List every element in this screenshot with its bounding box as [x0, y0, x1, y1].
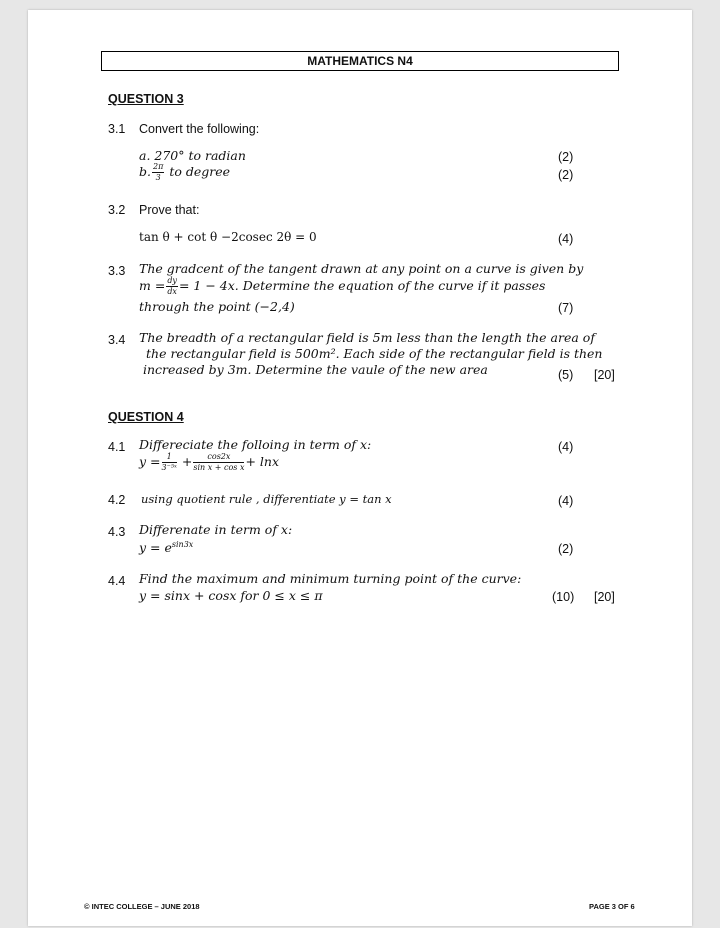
exam-page [28, 10, 692, 926]
q3-4-line-1: The breadth of a rectangular field is 5m less than the length the area of [139, 330, 595, 345]
q3-3-m-prefix: m = [139, 278, 166, 293]
q4-1-tail: + lnx [245, 454, 280, 469]
q3-1-text: Convert the following: [139, 122, 260, 136]
q3-3-line-1: The gradcent of the tangent drawn at any point on a curve is given by [139, 261, 584, 276]
fraction-denominator: 3⁻⁵ˣ [161, 463, 177, 472]
q3-4-line-2: the rectangular field is 500m². Each side of the rectangular field is then [146, 346, 603, 361]
q4-4-number: 4.4 [108, 574, 126, 588]
q4-4-expression: y = sinx + cosx for 0 ≤ x ≤ π [139, 588, 323, 603]
footer-copyright: © INTEC COLLEGE – JUNE 2018 [84, 902, 200, 911]
fraction-numerator: dy [167, 276, 177, 285]
q3-1-b-suffix: to degree [169, 164, 231, 179]
fraction-denominator: sin x + cos x [193, 463, 245, 472]
question-3-total: [20] [594, 368, 615, 382]
q4-1-text: Differeciate the folloing in term of x: [139, 437, 372, 452]
q4-3-mark: (2) [558, 542, 574, 556]
q4-2-mark: (4) [558, 494, 574, 508]
plus-sign: + [181, 454, 193, 469]
one-over-power-fraction [162, 453, 177, 472]
q3-2-text: Prove that: [139, 203, 200, 217]
question-4-heading: QUESTION 4 [108, 410, 184, 424]
q3-3-number: 3.3 [108, 264, 126, 278]
q3-3-line-2 [139, 277, 545, 296]
fraction-numerator: cos2x [193, 453, 244, 463]
q3-2-expression: tan θ + cot θ −2cosec 2θ = 0 [139, 230, 317, 244]
q4-2-number: 4.2 [108, 493, 126, 507]
page-title: MATHEMATICS N4 [101, 51, 619, 71]
q4-1-expression [139, 453, 279, 472]
question-4-total: [20] [594, 590, 615, 604]
q4-1-mark: (4) [558, 440, 574, 454]
question-3-heading: QUESTION 3 [108, 92, 184, 106]
q3-1-number: 3.1 [108, 122, 126, 136]
fraction-denominator: 3 [155, 173, 161, 182]
two-pi-over-three-fraction [152, 163, 164, 182]
q3-1-a-mark: (2) [558, 150, 574, 164]
q4-3-exponent: sin3x [171, 540, 194, 549]
q4-4-text: Find the maximum and minimum turning point of the curve: [139, 571, 522, 586]
q3-1-b-mark: (2) [558, 168, 574, 182]
q3-4-number: 3.4 [108, 333, 126, 347]
fraction-numerator: 1 [162, 453, 177, 463]
dy-dx-fraction [166, 277, 178, 296]
q4-1-number: 4.1 [108, 440, 126, 454]
q4-4-mark: (10) [552, 590, 575, 604]
fraction-numerator: 2π [152, 162, 164, 171]
q4-1-y-prefix: y = [139, 454, 161, 469]
q3-4-line-3: increased by 3m. Determine the vaule of the new area [143, 362, 488, 377]
q4-3-base: y = e [139, 540, 172, 556]
q3-4-mark: (5) [558, 368, 574, 382]
q3-1-b [139, 163, 230, 182]
footer-page-number: PAGE 3 OF 6 [589, 902, 635, 911]
q4-3-number: 4.3 [108, 525, 126, 539]
q3-1-b-prefix: b. [139, 164, 151, 179]
q3-3-line-2-rest: = 1 − 4x. Determine the equation of the curve if it passes [178, 278, 546, 293]
q4-3-expression [139, 540, 193, 555]
fraction-denominator: dx [167, 287, 177, 296]
q3-1-a: a. 270° to radian [139, 148, 246, 163]
cos-over-sum-fraction [193, 453, 244, 472]
q3-2-number: 3.2 [108, 203, 126, 217]
q4-3-text: Differenate in term of x: [139, 522, 293, 537]
q3-2-mark: (4) [558, 232, 574, 246]
q4-2-text: using quotient rule , differentiate y = tan x [141, 492, 392, 506]
q3-3-line-3: through the point (−2,4) [139, 299, 295, 314]
q3-3-mark: (7) [558, 301, 574, 315]
